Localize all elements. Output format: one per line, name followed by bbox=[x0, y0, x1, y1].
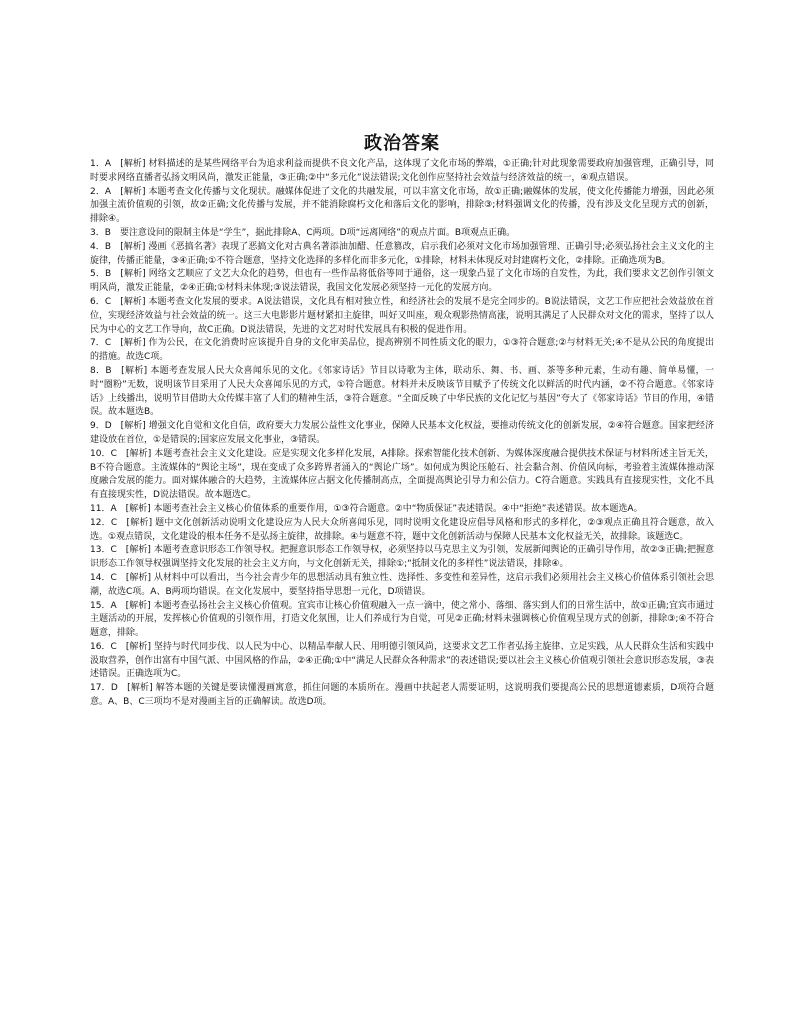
answer-item-2: 2．A [解析] 本题考查文化传播与文化现状。融媒体促进了文化的共融发展，可以丰富文化市场，故①正确;融媒体的发展，使文化传播能力增强，因此必须加强主流价值观的引领，故②正确;文化传播与发展，并不能消除腐朽文化和落后文化的影响，排除③;材料强调文化的传播，没有涉及文化呈现方式的创新，排除④。 bbox=[90, 186, 714, 225]
answer-item-4: 4．B [解析] 漫画《恶搞名著》表现了恶搞文化对古典名著添油加醋、任意篡改，启示我们必须对文化市场加强管理、正确引导;必须弘扬社会主义文化的主旋律，传播正能量，③④正确;①不符合题意，坚持文化选择的多样化而非多元化，①排除，材料未体现反对封建腐朽文化，②排除。正确选项为B。 bbox=[90, 241, 714, 266]
answer-item-9: 9．D [解析] 增强文化自觉和文化自信，政府要大力发展公益性文化事业，保障人民基本文化权益，要推动传统文化的创新发展，②④符合题意。国家把经济建设放在首位，①是错误的;国家应发展文化事业，③错误。 bbox=[90, 421, 714, 445]
answer-item-8: 8．B [解析] 本题考查发展人民大众喜闻乐见的文化。《邻家诗话》节目以诗歌为主体，联动乐、舞、书、画、茶等多种元素，生动有趣、简单易懂，一时“圈粉”无数，说明该节目采用了人民大众喜闻乐见的方式，①符合题意。材料并未反映该节目赋予了传统文化以鲜活的时代内涵，②不符合题意。《邻家诗话》上线播出，说明节目借助大众传媒丰富了人们的精神生活，③符合题意。“全面反映了中华民族的文化记忆与基因”夸大了《邻家诗话》节目的作用，④错误。故本题选B。 bbox=[90, 365, 714, 418]
answer-list bbox=[90, 158, 714, 710]
answer-page bbox=[90, 133, 714, 710]
answer-item-16: 16．C [解析] 坚持与时代同步伐、以人民为中心、以精品奉献人民、用明德引领风尚，这要求文艺工作者弘扬主旋律、立足实践，从人民群众生活和实践中汲取营养，创作出富有中国气派、中国风格的作品，②④正确;①中“满足人民群众各种需求”的表述错误;要以社会主义核心价值观引领社会意识形态发展，③表述错误。正确选项为C。 bbox=[90, 641, 714, 680]
answer-item-6: 6．C [解析] 本题考查文化发展的要求。A说法错误，文化具有相对独立性，和经济社会的发展不是完全同步的。B说法错误，文艺工作应把社会效益放在首位，实现经济效益与社会效益的统一。这三大电影影片题材紧扣主旋律，叫好又叫座，观众观影热情高涨，说明其满足了人民群众对文化的需求，坚持了以人民为中心的文艺工作导向，故C正确。D说法错误，先进的文艺对时代发展具有积极的促进作用。 bbox=[90, 296, 714, 335]
answer-item-7: 7．C [解析] 作为公民，在文化消费时应该提升自身的文化审美品位，提高辨别不同性质文化的眼力，①③符合题意;②与材料无关;④不是从公民的角度提出的措施。故选C项。 bbox=[90, 338, 714, 363]
page-title: 政治答案 bbox=[364, 133, 440, 154]
answer-item-1: 1．A [解析] 材料描述的是某些网络平台为追求利益而提供不良文化产品，这体现了文化市场的弊端，①正确;针对此现象需要政府加强管理，正确引导，同时要求网络直播者弘扬文明风尚，激发正能量，③正确;②中“多元化”说法错误;文化创作应坚持社会效益与经济效益的统一，④观点错误。 bbox=[90, 159, 714, 183]
answer-item-11: 11．A [解析] 本题考查社会主义核心价值体系的重要作用，①③符合题意。②中“物质保证”表述错误。④中“拒绝”表述错误。故本题选A。 bbox=[90, 503, 643, 514]
answer-item-13: 13．C [解析] 本题考查意识形态工作领导权。把握意识形态工作领导权，必须坚持以马克思主义为引领，发展新闻舆论的正确引导作用，故②③正确;把握意识形态工作领导权强调坚持文化发展的社会主义方向，与文化创新无关，排除①;“抵制文化的多样性”说法错误，排除④。 bbox=[90, 545, 714, 570]
answer-item-14: 14．C [解析] 从材料中可以看出，当今社会青少年的思想活动具有独立性、选择性、多变性和差异性，这启示我们必须用社会主义核心价值体系引领社会思潮，故选C项。A、B两项均错误。在文化发展中，要坚持指导思想一元化，D项错误。 bbox=[90, 572, 714, 597]
answer-item-12: 12．C [解析] 题中文化创新活动说明文化建设应为人民大众所喜闻乐见，同时说明文化建设应倡导风格和形式的多样化，②③观点正确且符合题意，故入选。①观点错误，文化建设的根本任务不是弘扬主旋律，故排除。④与题意不符，题中文化创新活动与保障人民基本文化权益无关，故排除。该题选C。 bbox=[90, 517, 714, 542]
answer-item-5: 5．B [解析] 网络文艺顺应了文艺大众化的趋势，但也有一些作品将低俗等同于通俗，这一现象凸显了文化市场的自发性，为此，我们要求文艺创作引领文明风尚，激发正能量，②④正确;①材料未体现;③说法错误，我国文化发展必须坚持一元化的发展方向。 bbox=[90, 269, 714, 294]
answer-item-3: 3．B 要注意设问的限制主体是“学生”，据此排除A、C两项。D项“远离网络”的观点片面。B项观点正确。 bbox=[90, 227, 516, 238]
answer-item-10: 10．C [解析] 本题考查社会主义文化建设。应是实现文化多样化发展，A排除。探索智能化技术创新、为媒体深度融合提供技术保证与材料所述主旨无关，B不符合题意。主流媒体的“舆论主场”，现在变成了众多跨界者涌入的“舆论广场”。如何成为舆论压舱石、社会黏合剂、价值风向标，考验着主流媒体推动深度融合发展的能力。面对媒体融合的大趋势，主流媒体应占据文化传播制高点，全面提高舆论引导力和公信力。C符合题意。实践具有直接现实性，文化不具有直接现实性，D说法错误。故本题选C。 bbox=[90, 448, 714, 501]
answer-item-15: 15．A [解析] 本题考查弘扬社会主义核心价值观。宜宾市让核心价值观融入一点一滴中，使之常小、落细、落实到人们的日常生活中，故①正确;宜宾市通过主题活动的开展，发挥核心价值观的引领作用，打造文化氛围，让人们养成行为自觉，可见②正确;材料未强调核心价值观呈现方式的创新，排除③;④不符合题意，排除。 bbox=[90, 600, 714, 639]
answer-item-17: 17．D [解析] 解答本题的关键是要读懂漫画寓意，抓住问题的本质所在。漫画中扶起老人需要证明，这说明我们要提高公民的思想道德素质，D项符合题意。A、B、C三项均不是对漫画主旨的正确解读。故选D项。 bbox=[90, 683, 714, 708]
